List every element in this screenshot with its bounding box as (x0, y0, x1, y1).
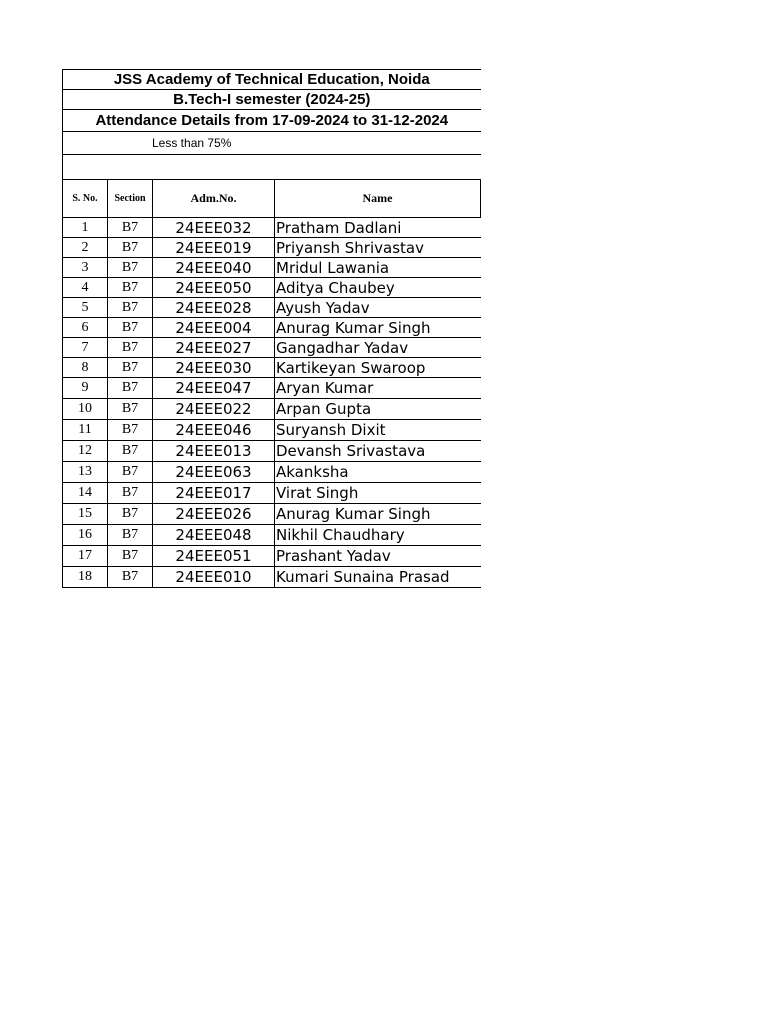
cell-adm-no: 24EEE004 (153, 318, 275, 338)
table-row (63, 278, 481, 298)
cell-name: Virat Singh (275, 483, 481, 504)
cell-sno: 4 (63, 278, 108, 298)
cell-name: Mridul Lawania (275, 258, 481, 278)
cell-adm-no: 24EEE013 (153, 441, 275, 462)
cell-section: B7 (108, 441, 153, 462)
cell-sno: 16 (63, 525, 108, 546)
cell-name: Arpan Gupta (275, 399, 481, 420)
cell-sno: 11 (63, 420, 108, 441)
cell-section: B7 (108, 318, 153, 338)
institution-title: JSS Academy of Technical Education, Noida (63, 70, 481, 90)
cell-name: Prashant Yadav (275, 546, 481, 567)
cell-name: Suryansh Dixit (275, 420, 481, 441)
cell-section: B7 (108, 218, 153, 238)
cell-adm-no: 24EEE030 (153, 358, 275, 378)
cell-section: B7 (108, 525, 153, 546)
column-header-adm-no: Adm.No. (153, 180, 275, 218)
cell-adm-no: 24EEE048 (153, 525, 275, 546)
table-row (63, 462, 481, 483)
table-row (63, 420, 481, 441)
cell-name: Nikhil Chaudhary (275, 525, 481, 546)
cell-adm-no: 24EEE063 (153, 462, 275, 483)
cell-adm-no: 24EEE027 (153, 338, 275, 358)
table-row (63, 258, 481, 278)
cell-adm-no: 24EEE040 (153, 258, 275, 278)
range-row (63, 110, 481, 132)
table-row (63, 504, 481, 525)
cell-section: B7 (108, 378, 153, 399)
table-row (63, 318, 481, 338)
cell-sno: 17 (63, 546, 108, 567)
cell-name: Ayush Yadav (275, 298, 481, 318)
criteria-row (63, 132, 481, 155)
cell-sno: 1 (63, 218, 108, 238)
cell-sno: 7 (63, 338, 108, 358)
sheet-body (63, 70, 481, 588)
semester-title: B.Tech-I semester (2024-25) (63, 90, 481, 110)
cell-section: B7 (108, 399, 153, 420)
cell-name: Priyansh Shrivastav (275, 238, 481, 258)
title-row (63, 70, 481, 90)
cell-sno: 13 (63, 462, 108, 483)
criteria-note: Less than 75% (63, 132, 481, 155)
cell-sno: 12 (63, 441, 108, 462)
table-row (63, 378, 481, 399)
attendance-sheet (62, 69, 481, 588)
cell-sno: 14 (63, 483, 108, 504)
cell-name: Devansh Srivastava (275, 441, 481, 462)
cell-section: B7 (108, 278, 153, 298)
table-row (63, 338, 481, 358)
semester-row (63, 90, 481, 110)
blank-cell (63, 155, 481, 180)
column-header-name: Name (275, 180, 481, 218)
table-row (63, 358, 481, 378)
cell-name: Kumari Sunaina Prasad (275, 567, 481, 588)
cell-sno: 15 (63, 504, 108, 525)
cell-name: Aditya Chaubey (275, 278, 481, 298)
table-row (63, 399, 481, 420)
cell-adm-no: 24EEE032 (153, 218, 275, 238)
cell-adm-no: 24EEE022 (153, 399, 275, 420)
cell-sno: 9 (63, 378, 108, 399)
table-row (63, 525, 481, 546)
cell-sno: 10 (63, 399, 108, 420)
cell-sno: 8 (63, 358, 108, 378)
cell-adm-no: 24EEE019 (153, 238, 275, 258)
cell-adm-no: 24EEE017 (153, 483, 275, 504)
cell-section: B7 (108, 567, 153, 588)
table-row (63, 483, 481, 504)
cell-section: B7 (108, 338, 153, 358)
cell-sno: 18 (63, 567, 108, 588)
cell-section: B7 (108, 298, 153, 318)
cell-sno: 2 (63, 238, 108, 258)
cell-adm-no: 24EEE010 (153, 567, 275, 588)
cell-name: Aryan Kumar (275, 378, 481, 399)
attendance-range-title: Attendance Details from 17-09-2024 to 31-12-2024 (63, 110, 481, 132)
cell-sno: 5 (63, 298, 108, 318)
cell-adm-no: 24EEE050 (153, 278, 275, 298)
table-row (63, 567, 481, 588)
cell-name: Kartikeyan Swaroop (275, 358, 481, 378)
table-row (63, 298, 481, 318)
table-row (63, 218, 481, 238)
cell-adm-no: 24EEE028 (153, 298, 275, 318)
cell-name: Anurag Kumar Singh (275, 318, 481, 338)
cell-section: B7 (108, 258, 153, 278)
table-row (63, 546, 481, 567)
cell-sno: 3 (63, 258, 108, 278)
cell-section: B7 (108, 462, 153, 483)
cell-adm-no: 24EEE047 (153, 378, 275, 399)
blank-row (63, 155, 481, 180)
cell-name: Gangadhar Yadav (275, 338, 481, 358)
column-header-row (63, 180, 481, 218)
table-row (63, 441, 481, 462)
cell-sno: 6 (63, 318, 108, 338)
cell-section: B7 (108, 504, 153, 525)
table-row (63, 238, 481, 258)
cell-section: B7 (108, 358, 153, 378)
column-header-section: Section (108, 180, 153, 218)
cell-name: Akanksha (275, 462, 481, 483)
cell-section: B7 (108, 483, 153, 504)
cell-adm-no: 24EEE051 (153, 546, 275, 567)
cell-section: B7 (108, 238, 153, 258)
cell-name: Anurag Kumar Singh (275, 504, 481, 525)
cell-name: Pratham Dadlani (275, 218, 481, 238)
column-header-sno: S. No. (63, 180, 108, 218)
cell-section: B7 (108, 420, 153, 441)
cell-adm-no: 24EEE046 (153, 420, 275, 441)
cell-adm-no: 24EEE026 (153, 504, 275, 525)
cell-section: B7 (108, 546, 153, 567)
